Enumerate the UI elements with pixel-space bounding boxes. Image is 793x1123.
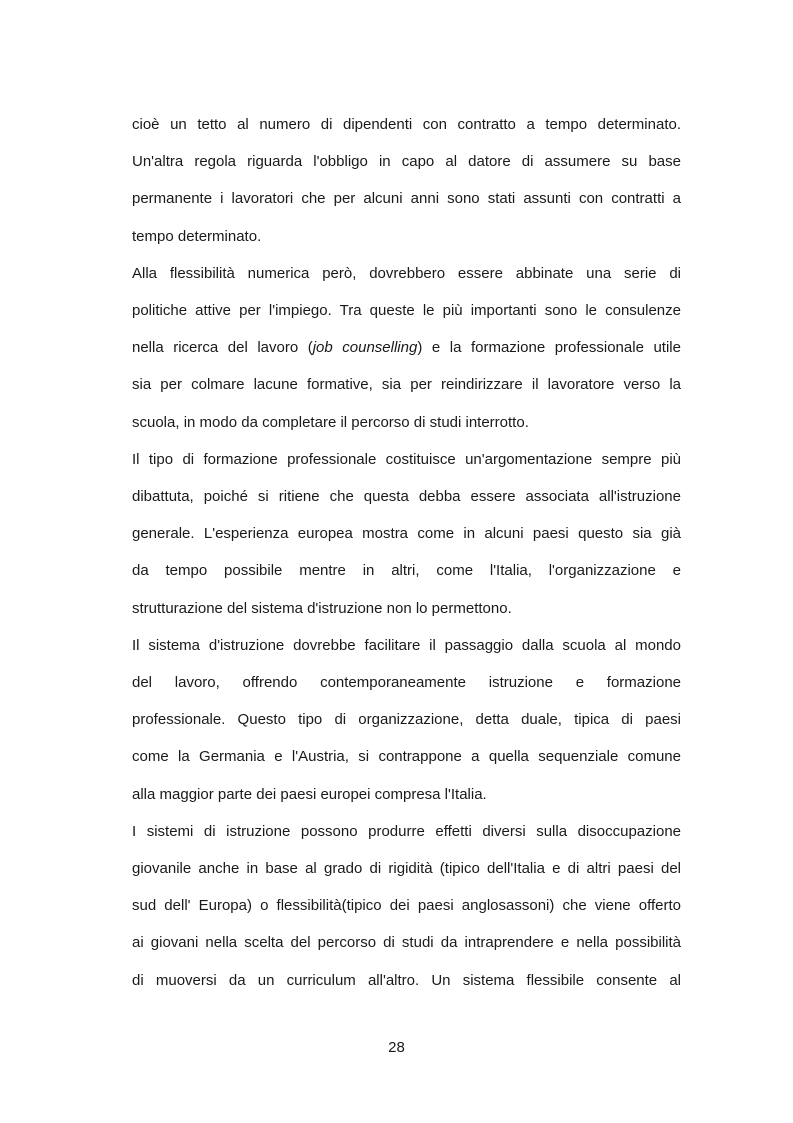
- text-line: generale. L'esperienza europea mostra come in alcuni paesi questo sia già: [132, 525, 681, 543]
- paragraph-1: [132, 106, 681, 255]
- italic-term: job counselling: [312, 339, 418, 357]
- paragraph-3: [132, 441, 681, 627]
- text-line: come la Germania e l'Austria, si contrappone a quella sequenziale comune: [132, 748, 681, 766]
- page-body: [132, 106, 681, 999]
- text-line-with-italic: [132, 329, 681, 366]
- text-line: Il tipo di formazione professionale costituisce un'argomentazione sempre più: [132, 450, 681, 468]
- text-line: Un'altra regola riguarda l'obbligo in capo al datore di assumere su base: [132, 153, 681, 171]
- text-line: dibattuta, poiché si ritiene che questa debba essere associata all'istruzione: [132, 488, 681, 506]
- text-line: del lavoro, offrendo contemporaneamente istruzione e formazione: [132, 674, 681, 692]
- text-line: da tempo possibile mentre in altri, come l'Italia, l'organizzazione e: [132, 562, 681, 580]
- text-segment: ) e la formazione professionale utile: [417, 339, 681, 357]
- text-line: politiche attive per l'impiego. Tra queste le più importanti sono le consulenze: [132, 302, 681, 320]
- text-line: ai giovani nella scelta del percorso di studi da intraprendere e nella possibilità: [132, 934, 681, 952]
- text-line: strutturazione del sistema d'istruzione non lo permettono.: [132, 599, 512, 617]
- text-line: sud dell' Europa) o flessibilità(tipico dei paesi anglosassoni) che viene offerto: [132, 897, 681, 915]
- text-line: permanente i lavoratori che per alcuni anni sono stati assunti con contratti a: [132, 190, 681, 208]
- text-line: di muoversi da un curriculum all'altro. Un sistema flessibile consente al: [132, 971, 681, 989]
- text-line: Il sistema d'istruzione dovrebbe facilitare il passaggio dalla scuola al mondo: [132, 636, 681, 654]
- text-line: Alla flessibilità numerica però, dovrebbero essere abbinate una serie di: [132, 264, 681, 282]
- page-number: 28: [388, 1039, 405, 1056]
- text-line: scuola, in modo da completare il percorso di studi interrotto.: [132, 413, 529, 431]
- text-segment: nella ricerca del lavoro (: [132, 339, 313, 357]
- text-line: sia per colmare lacune formative, sia per reindirizzare il lavoratore verso la: [132, 376, 681, 394]
- text-line: cioè un tetto al numero di dipendenti con contratto a tempo determinato.: [132, 116, 681, 133]
- text-line: tempo determinato.: [132, 227, 262, 245]
- text-line: professionale. Questo tipo di organizzazione, detta duale, tipica di paesi: [132, 711, 681, 729]
- paragraph-4: [132, 627, 681, 813]
- text-line: I sistemi di istruzione possono produrre effetti diversi sulla disoccupazione: [132, 822, 681, 840]
- text-line: alla maggior parte dei paesi europei compresa l'Italia.: [132, 785, 487, 803]
- text-line: giovanile anche in base al grado di rigidità (tipico dell'Italia e di altri paesi del: [132, 860, 681, 878]
- paragraph-5: [132, 813, 681, 999]
- paragraph-2: [132, 255, 681, 441]
